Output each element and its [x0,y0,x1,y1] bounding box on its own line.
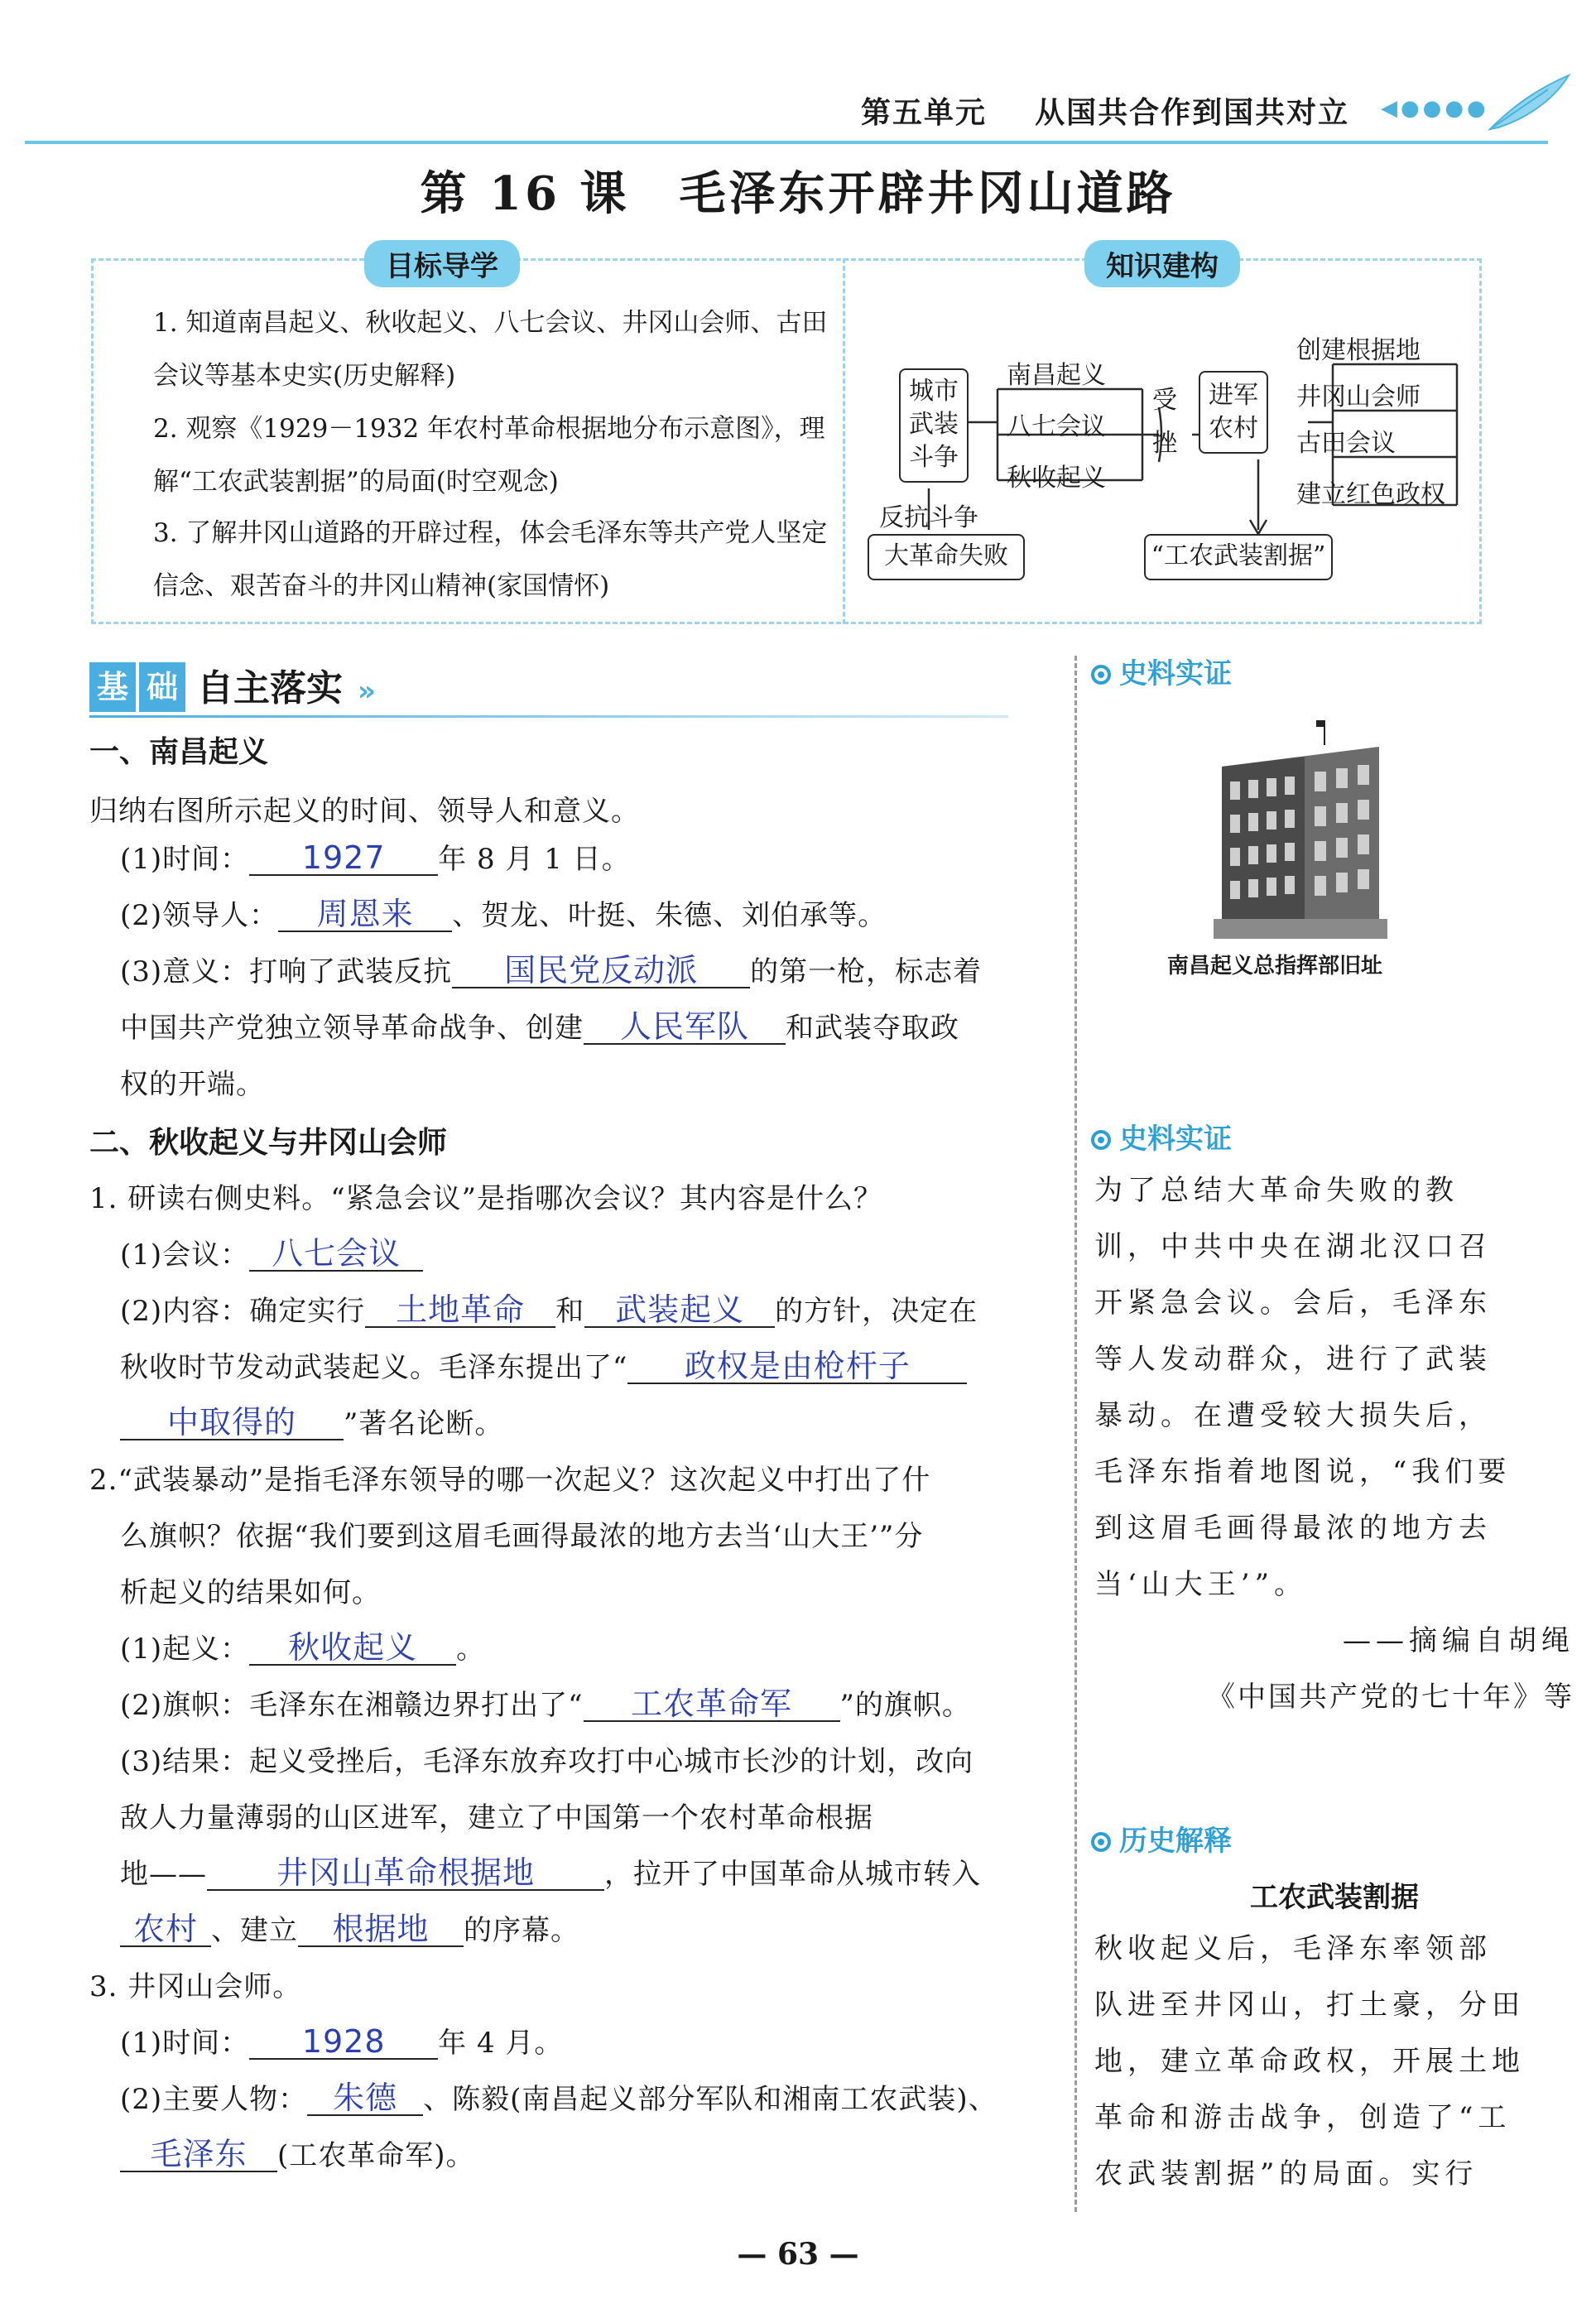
result-base: 创建根据地 [1296,336,1421,365]
part1-meaning-3: 权的开端。 [120,1068,265,1101]
city-struggle-box: 城市武装斗争 [899,368,969,483]
q2-c-3 [120,1851,981,1892]
decorative-dots: ◀●●●● [1381,96,1489,121]
answer-land: 土地革命 [365,1293,555,1328]
label: (1)起义： [120,1633,250,1666]
answer-zhude: 朱德 [307,2081,423,2116]
label: 中国共产党独立领导革命战争、创建 [120,1012,584,1045]
answer-qiushou: 秋收起义 [249,1631,456,1666]
q2-c-4 [120,1907,579,1948]
text-line: 队进至井冈山，打土豪，分田 [1094,1989,1525,2022]
answer-bayi: 八七会议 [249,1237,423,1272]
label: 、陈毅(南昌起义部分军队和湘南工农武装)、 [423,2083,997,2116]
result-jinggang: 井冈山会师 [1296,382,1421,411]
result-red-power: 建立红色政权 [1296,480,1445,509]
failure-box: 大革命失败 [868,534,1025,580]
lesson-title: 第 16 课 毛泽东开辟井冈山道路 [420,166,1176,221]
target-bullet-icon [1091,1130,1111,1150]
text-line: 地，建立革命政权，开展土地 [1094,2045,1525,2078]
separatism-box: “工农武装割据” [1144,534,1333,580]
header-rule [25,141,1548,144]
part1-meaning-2 [120,1005,959,1046]
text-line: 当‘山大王’”。 [1094,1568,1307,1601]
answer-kmt: 国民党反动派 [452,954,750,988]
answer-countryside: 农村 [120,1912,211,1947]
q1-b [120,1288,978,1329]
q1-b-2 [120,1344,967,1385]
label: (2)主要人物： [120,2083,308,2116]
answer-gun-2: 中取得的 [120,1406,344,1440]
label: (工农革命军)。 [277,2139,475,2172]
q3: 3. 井冈山会师。 [89,1970,302,2003]
q2-b [120,1682,971,1723]
label: ，拉开了中国革命从城市转入 [604,1858,981,1891]
target-bullet-icon [1091,665,1111,685]
text-line: 为了总结大革命失败的教 [1094,1174,1459,1207]
text-line: 开紧急会议。会后，毛泽东 [1094,1286,1492,1320]
answer-red-army: 工农革命军 [584,1687,840,1722]
text-line: 到这眉毛画得最浓的地方去 [1094,1512,1492,1545]
label: 年 8 月 1 日。 [438,843,631,876]
q2-line-2: 么旗帜？依据“我们要到这眉毛画得最浓的地方去当‘山大王’”分 [120,1520,924,1553]
sidebar-box1-title [1091,651,1232,691]
q3-a [120,2020,563,2061]
q2-a [120,1626,485,1666]
label: 和 [555,1295,585,1328]
answer-army: 人民军队 [584,1010,786,1045]
unit-label: 第五单元 [861,96,988,130]
sidebar-divider [1074,656,1077,2212]
answer-armed: 武装起义 [584,1293,775,1328]
sidebar-box3-title [1091,1818,1232,1859]
event-nanchang: 南昌起义 [1007,361,1106,390]
label: (2)内容：确定实行 [120,1295,366,1328]
goal-item-1: 1. 知道南昌起义、秋收起义、八七会议、井冈山会师、古田会议等基本史实(历史解释) [153,308,828,391]
label: 和武装夺取政 [786,1012,959,1045]
label: 、贺龙、叶挺、朱德、刘伯承等。 [452,899,887,932]
setback-label: 受挫 [1152,386,1177,458]
label: (1)时间： [120,843,250,876]
section-title-text: 自主落实 [197,667,343,709]
part1-heading: 一、南昌起义 [89,735,269,769]
result-gutian: 古田会议 [1296,429,1396,458]
unit-header [861,89,1349,132]
knowledge-tag: 知识建构 [1084,240,1240,287]
sidebar-box3-title-text: 历史解释 [1119,1825,1232,1858]
answer-time: 1927 [249,841,438,876]
sidebar-box1-title-text: 史料实证 [1119,657,1232,690]
part1-prompt: 归纳右图所示起义的时间、领导人和意义。 [89,795,640,828]
countryside-box: 进军农村 [1199,371,1268,454]
label: (1)时间： [120,2027,250,2060]
part1-leader [120,892,887,933]
objectives-divider [843,258,845,624]
part1-meaning [120,949,982,989]
label: (2)领导人： [120,899,279,932]
text-line: 农武装割据”的局面。实行 [1094,2157,1478,2191]
label: ”著名论断。 [344,1407,504,1440]
section-tag-ji: 基 [89,662,136,712]
double-chevron-icon: » [358,675,376,708]
label: (3)意义：打响了武装反抗 [120,955,453,988]
label: (1)会议： [120,1238,250,1272]
label: 、建立 [211,1914,298,1947]
label: (2)旗帜：毛泽东在湘赣边界打出了“ [120,1689,584,1722]
section-title [197,662,376,718]
sidebar-box3-subtitle: 工农武装割据 [1250,1881,1419,1914]
answer-maozedong: 毛泽东 [120,2138,277,2172]
answer-base: 根据地 [298,1912,464,1947]
target-bullet-icon [1091,1832,1111,1852]
answer-gun-1: 政权是由枪杆子 [627,1349,967,1384]
goal-item-2: 2. 观察《1929－1932 年农村革命根据地分布示意图》，理解“工农武装割据”的局面(时空观念) [153,414,825,497]
sidebar-box2-title [1091,1116,1232,1157]
event-qiushou: 秋收起义 [1007,464,1106,493]
q1-b-3 [120,1401,503,1441]
q1-a [120,1232,423,1272]
source-author: ——摘编自胡绳 [1343,1624,1574,1657]
label: ”的旗帜。 [839,1689,971,1722]
label: 地—— [120,1858,207,1891]
page-number: — 63 — [737,2237,859,2272]
sidebar-box2-text [1094,1162,1574,1725]
section-tag-chu: 础 [139,662,185,712]
q2-c-1: (3)结果：起义受挫后，毛泽东放弃攻打中心城市长沙的计划，改向 [120,1745,974,1778]
unit-title: 从国共合作到国共对立 [1035,96,1350,130]
label: 的序幕。 [464,1914,579,1947]
text-line: 秋收起义后，毛泽东率领部 [1094,1932,1492,1965]
part1-time [120,836,631,877]
resist-label: 反抗斗争 [879,503,978,532]
part2-heading: 二、秋收起义与井冈山会师 [89,1126,448,1160]
q2-line-3: 析起义的结果如何。 [120,1576,381,1609]
q2-c-2: 敌人力量薄弱的山区进军，建立了中国第一个农村革命根据 [120,1801,873,1835]
feather-icon [1482,71,1573,137]
goal-item-3: 3. 了解井冈山道路的开辟过程，体会毛泽东等共产党人坚定信念、艰苦奋斗的井冈山精神(家国情怀) [153,518,828,601]
source-book: 《中国共产党的七十年》等 [1207,1681,1574,1714]
q1: 1. 研读右侧史料。“紧急会议”是指哪次会议？其内容是什么？ [89,1182,883,1215]
label: 的方针，决定在 [775,1295,978,1328]
label: 。 [456,1633,486,1666]
label: 的第一枪，标志着 [750,955,983,988]
text-line: 暴动。在遭受较大损失后， [1094,1399,1492,1432]
event-bayi: 八七会议 [1007,412,1106,441]
text-line: 训，中共中央在湖北汉口召 [1094,1230,1492,1263]
answer-jinggang: 井冈山革命根据地 [207,1856,604,1891]
label: 年 4 月。 [438,2027,564,2060]
sidebar-box3-text [1094,1921,1574,2202]
building-photo [1214,717,1387,939]
label: 秋收时节发动武装起义。毛泽东提出了“ [120,1351,628,1384]
q2-line-1: 2.“武装暴动”是指毛泽东领导的哪一次起义？这次起义中打出了什 [89,1464,931,1497]
q3-b-2 [120,2133,475,2173]
answer-leader: 周恩来 [278,897,452,932]
photo-caption: 南昌起义总指挥部旧址 [1167,954,1383,979]
text-line: 等人发动群众，进行了武装 [1094,1343,1492,1376]
sidebar-box2-title-text: 史料实证 [1119,1123,1232,1156]
text-line: 革命和游击战争，创造了“工 [1094,2101,1512,2134]
section-rule [89,715,1008,718]
q3-b [120,2076,997,2117]
goals-tag: 目标导学 [364,240,520,287]
text-line: 毛泽东指着地图说，“我们要 [1094,1455,1512,1488]
answer-1928: 1928 [249,2025,438,2060]
